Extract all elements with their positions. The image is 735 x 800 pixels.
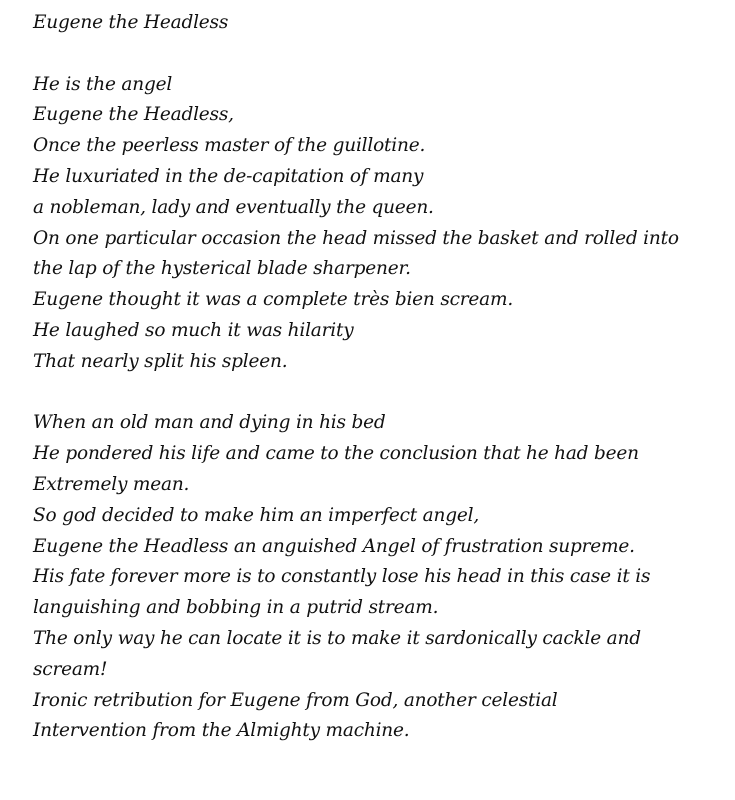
- poem-line: Intervention from the Almighty machine.: [33, 720, 410, 742]
- poem-line: On one particular occasion the head missed the basket and rolled into: [33, 227, 679, 249]
- poem-line: That nearly split his spleen.: [33, 350, 288, 372]
- poem-title: Eugene the Headless: [33, 12, 229, 33]
- poem-line: His fate forever more is to constantly lose his head in this case it is: [33, 566, 651, 588]
- poem-line: Once the peerless master of the guillotine.: [33, 135, 426, 157]
- poem-line: He luxuriated in the de-capitation of many: [33, 165, 424, 187]
- poem-line: Ironic retribution for Eugene from God, another celestial: [33, 689, 558, 711]
- poem-line: He is the angel: [33, 73, 173, 95]
- poem-line: Extremely mean.: [33, 473, 190, 495]
- stanza-gap: [33, 39, 733, 70]
- poem-line: Eugene thought it was a complete très bien scream.: [33, 289, 514, 311]
- poem-line: the lap of the hysterical blade sharpener.: [33, 258, 411, 280]
- poem-line: When an old man and dying in his bed: [33, 412, 386, 434]
- poem-line: He laughed so much it was hilarity: [33, 319, 354, 341]
- poem-line: languishing and bobbing in a putrid stream.: [33, 597, 439, 619]
- poem-line: Eugene the Headless,: [33, 104, 234, 126]
- poem-line: Eugene the Headless an anguished Angel of frustration supreme.: [33, 535, 635, 557]
- poem-page: [33, 8, 733, 747]
- stanza-gap: [33, 378, 733, 409]
- poem-line: So god decided to make him an imperfect angel,: [33, 504, 480, 526]
- stanza-1: [33, 70, 733, 378]
- poem-line: a nobleman, lady and eventually the queen.: [33, 196, 434, 218]
- poem-line: He pondered his life and came to the conclusion that he had been: [33, 443, 639, 465]
- stanza-2: [33, 408, 733, 747]
- poem-line: The only way he can locate it is to make it sardonically cackle and: [33, 627, 641, 649]
- poem-line: scream!: [33, 658, 108, 680]
